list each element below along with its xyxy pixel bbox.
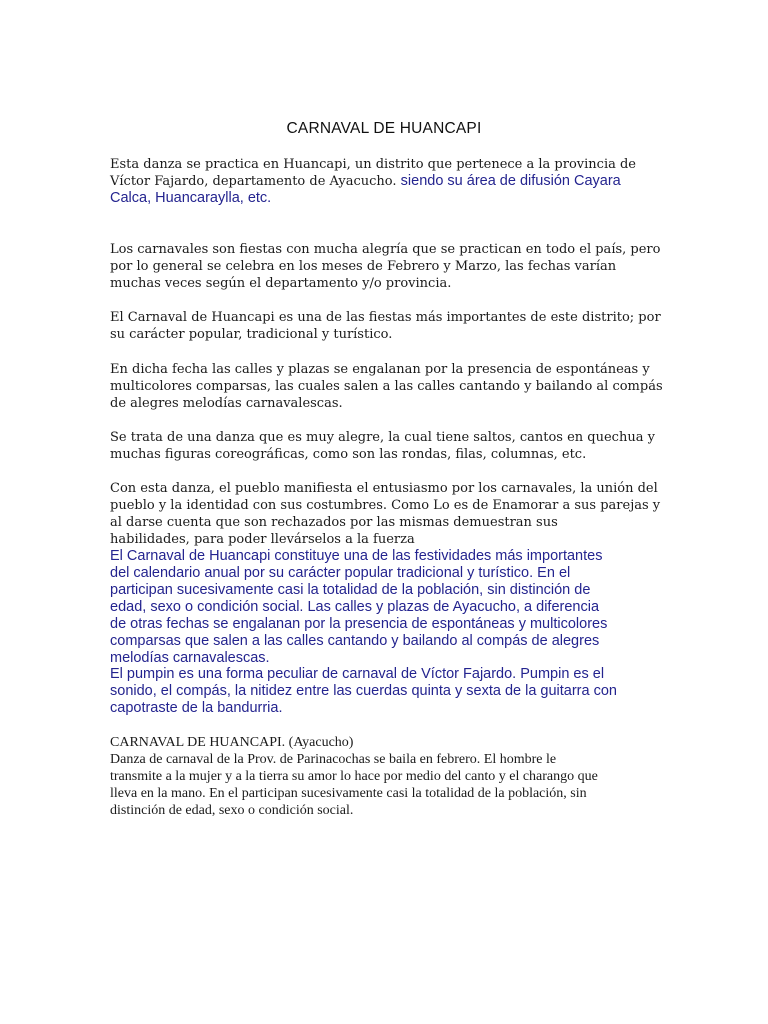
intro-blue-line1: siendo su área de difusión Cayara bbox=[400, 173, 621, 189]
paragraph-danza: Danza de carnaval de la Prov. de Parinacochas se baila en febrero. El hombre le transmite a la mujer y a la tierra su amor lo hace por medio del canto y el charango que lleva en la mano. En el participan sucesivamente casi la totalidad de la población, sin distinción de edad, sexo o condición social. bbox=[110, 752, 598, 818]
paragraph-carnaval-huancapi: El Carnaval de Huancapi es una de las fiestas más importantes de este distrito; por su carácter popular, tradicional y turístico. bbox=[110, 310, 661, 342]
intro-paragraph bbox=[110, 156, 670, 207]
intro-blue-line2: Calca, Huancaraylla, etc. bbox=[110, 190, 272, 206]
paragraph-dicha-fecha: En dicha fecha las calles y plazas se engalanan por la presencia de espontáneas y multicolores comparsas, las cuales salen a las calles cantando y bailando al compás de alegres melodías carnavalescas. bbox=[110, 362, 663, 411]
paragraph-con-esta: Con esta danza, el pueblo manifiesta el entusiasmo por los carnavales, la unión del pueblo y la identidad con sus costumbres. Como Lo es de Enamorar a sus parejas y al darse cuenta que son rechazados por las mismas demuestran sus habilidades, para poder llevárselos a la fuerza bbox=[110, 481, 661, 547]
paragraph-blue-carnaval: El Carnaval de Huancapi constituye una de las festividades más importantes del calendario anual por su carácter popular tradicional y turístico. En el participan sucesivamente casi la totalidad de la población, sin distinción de edad, sexo o condición social. Las calles y plazas de Ayacucho, a diferencia de otras fechas se engalanan por la presencia de espontáneas y multicolores comparsas que salen a las calles cantando y bailando al compás de alegres melodías carnavalescas. bbox=[110, 548, 608, 666]
paragraph-se-trata: Se trata de una danza que es muy alegre, la cual tiene saltos, cantos en quechua y muchas figuras coreográficas, como son las rondas, filas, columnas, etc. bbox=[110, 430, 655, 462]
paragraph-subtitle: CARNAVAL DE HUANCAPI. (Ayacucho) bbox=[110, 735, 354, 750]
document-title: CARNAVAL DE HUANCAPI bbox=[286, 120, 482, 137]
paragraph-blue-pumpin: El pumpin es una forma peculiar de carnaval de Víctor Fajardo. Pumpin es el sonido, el compás, la nitidez entre las cuerdas quinta y sexta de la guitarra con capotraste de la bandurria. bbox=[110, 666, 617, 716]
intro-text: Esta danza se practica en Huancapi, un distrito que pertenece a la provincia de Víctor Fajardo, departamento de Ayacucho. bbox=[110, 157, 637, 189]
paragraph-carnavales: Los carnavales son fiestas con mucha alegría que se practican en todo el país, pero por lo general se celebra en los meses de Febrero y Marzo, las fechas varían muchas veces según el departamento y/o provincia. bbox=[110, 242, 661, 291]
